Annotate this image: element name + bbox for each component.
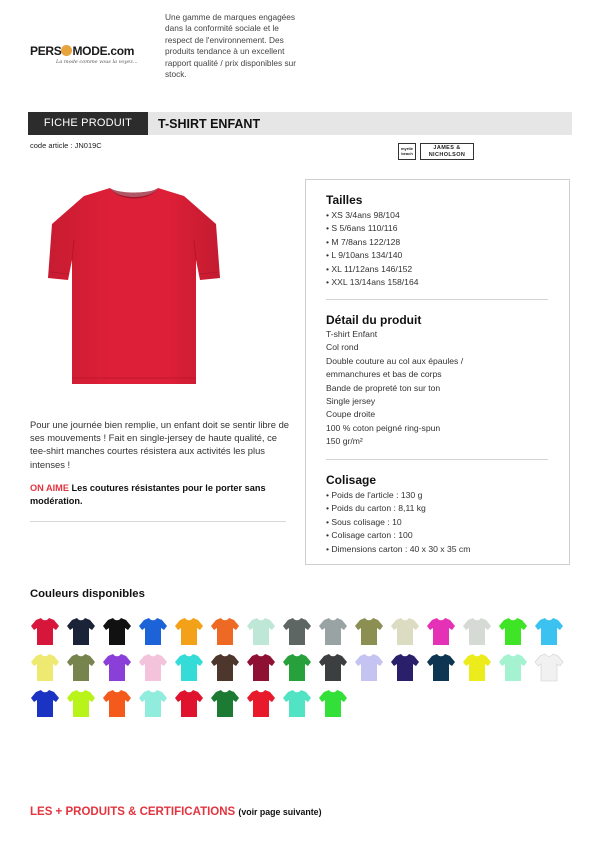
color-swatch[interactable] xyxy=(318,616,348,646)
swatch-tshirt-shape xyxy=(103,654,131,681)
swatch-tshirt-shape xyxy=(139,654,167,681)
details-title: Détail du produit xyxy=(326,313,422,327)
swatch-tshirt-shape xyxy=(175,690,203,717)
swatch-tshirt-shape xyxy=(247,654,275,681)
color-swatch[interactable] xyxy=(462,652,492,682)
swatch-tshirt-shape xyxy=(67,618,95,645)
list-item: • Sous colisage : 10 xyxy=(326,516,402,527)
divider xyxy=(30,521,286,522)
list-item: • Poids du carton : 8,11 kg xyxy=(326,503,426,514)
product-sheet-tag: FICHE PRODUIT xyxy=(28,112,148,135)
footer-label: LES + PRODUITS & CERTIFICATIONS xyxy=(30,806,236,818)
list-item: • XS 3/4ans 98/104 xyxy=(326,210,400,220)
color-swatch[interactable] xyxy=(318,688,348,718)
color-swatch[interactable] xyxy=(498,652,528,682)
swatch-tshirt-shape xyxy=(427,618,455,645)
color-swatch[interactable] xyxy=(102,688,132,718)
details-list xyxy=(326,328,463,449)
hanger-icon xyxy=(61,45,72,56)
swatch-tshirt-shape xyxy=(391,654,419,681)
packing-list xyxy=(326,489,470,556)
color-swatch[interactable] xyxy=(66,688,96,718)
color-swatch[interactable] xyxy=(66,652,96,682)
swatch-tshirt-shape xyxy=(211,690,239,717)
color-swatch[interactable] xyxy=(462,616,492,646)
swatch-tshirt-shape xyxy=(139,618,167,645)
logo-tagline: La mode comme vous la voyez... xyxy=(56,59,138,65)
color-swatch[interactable] xyxy=(174,688,204,718)
list-item: • Dimensions carton : 40 x 30 x 35 cm xyxy=(326,543,471,554)
list-item: 100 % coton peigné ring-spun xyxy=(326,422,441,433)
color-swatch[interactable] xyxy=(318,652,348,682)
color-swatch[interactable] xyxy=(246,616,276,646)
product-info-box xyxy=(305,179,570,565)
product-title: T-SHIRT ENFANT xyxy=(158,117,261,131)
color-swatch[interactable] xyxy=(534,616,564,646)
color-swatch[interactable] xyxy=(66,616,96,646)
swatch-tshirt-shape xyxy=(175,654,203,681)
like-label: ON AIME xyxy=(30,483,69,493)
list-item: emmanchures et bas de corps xyxy=(326,369,442,380)
swatch-tshirt-shape xyxy=(535,618,563,645)
color-swatch[interactable] xyxy=(210,652,240,682)
color-swatch[interactable] xyxy=(174,616,204,646)
color-swatch[interactable] xyxy=(354,616,384,646)
logo1-line2: beach xyxy=(401,151,413,156)
color-swatch[interactable] xyxy=(174,652,204,682)
packing-title: Colisage xyxy=(326,473,377,487)
footer-note: (voir page suivante) xyxy=(238,807,322,817)
list-item: Single jersey xyxy=(326,396,376,407)
james-nicholson-logo xyxy=(420,143,474,160)
swatch-tshirt-shape xyxy=(31,654,59,681)
swatch-tshirt-shape xyxy=(31,690,59,717)
like-text: Les coutures résistantes pour le porter sans modération. xyxy=(30,483,266,506)
color-swatch[interactable] xyxy=(102,652,132,682)
swatch-tshirt-shape xyxy=(319,690,347,717)
product-description: Pour une journée bien remplie, un enfant doit se sentir libre de ses mouvements ! Fait en single-jersey de haute qualité, ce tee-shirt manches courtes résistera aux activités les plus intenses ! xyxy=(30,419,290,470)
list-item: • S 5/6ans 110/116 xyxy=(326,223,398,234)
color-swatch[interactable] xyxy=(426,652,456,682)
divider xyxy=(326,459,548,460)
footer-link[interactable] xyxy=(30,806,322,818)
swatch-tshirt-shape xyxy=(463,618,491,645)
divider xyxy=(326,299,548,300)
intro-text: Une gamme de marques engagées dans la conformité sociale et le respect de l'environnement. Des produits tendance à un excellent rapport qualité / prix disponibles sur stock. xyxy=(165,12,296,80)
color-swatch[interactable] xyxy=(246,688,276,718)
list-item: • L 9/10ans 134/140 xyxy=(326,250,403,261)
list-item: 150 gr/m² xyxy=(326,436,363,447)
color-swatch[interactable] xyxy=(498,616,528,646)
list-item: T-shirt Enfant xyxy=(326,329,378,339)
color-swatch[interactable] xyxy=(138,616,168,646)
swatch-tshirt-shape xyxy=(139,690,167,717)
color-swatch[interactable] xyxy=(390,616,420,646)
logo-wordmark xyxy=(30,44,148,58)
logo2-line2: NICHOLSON xyxy=(428,151,466,158)
swatch-tshirt-shape xyxy=(211,654,239,681)
swatch-tshirt-shape xyxy=(319,654,347,681)
list-item: Bande de propreté ton sur ton xyxy=(326,382,441,393)
swatch-tshirt-shape xyxy=(175,618,203,645)
list-item: Coupe droite xyxy=(326,409,376,420)
color-swatch[interactable] xyxy=(102,616,132,646)
color-swatch[interactable] xyxy=(426,616,456,646)
swatch-tshirt-shape xyxy=(103,690,131,717)
color-swatch[interactable] xyxy=(210,616,240,646)
highlight-text xyxy=(30,482,292,508)
list-item: Col rond xyxy=(326,342,359,353)
logo1-line1: myrtle xyxy=(400,146,413,151)
swatch-tshirt-shape xyxy=(427,654,455,681)
swatch-tshirt-shape xyxy=(463,654,491,681)
article-code: code article : JN019C xyxy=(30,141,102,150)
list-item: • Colisage carton : 100 xyxy=(326,530,413,541)
swatch-tshirt-shape xyxy=(355,654,383,681)
list-item: • XL 11/12ans 146/152 xyxy=(326,263,413,274)
color-swatch[interactable] xyxy=(210,688,240,718)
swatch-tshirt-shape xyxy=(247,690,275,717)
color-swatch[interactable] xyxy=(138,688,168,718)
swatch-tshirt-shape xyxy=(355,618,383,645)
swatch-tshirt-shape xyxy=(283,618,311,645)
swatch-tshirt-shape xyxy=(211,618,239,645)
swatch-tshirt-shape xyxy=(283,690,311,717)
swatch-tshirt-shape xyxy=(499,654,527,681)
color-swatch[interactable] xyxy=(30,688,60,718)
color-swatch[interactable] xyxy=(138,652,168,682)
sizes-list xyxy=(326,209,419,289)
list-item: • M 7/8ans 122/128 xyxy=(326,236,401,247)
logo-text-right: MODE.com xyxy=(72,44,135,58)
brand-logo xyxy=(30,44,148,70)
color-swatch[interactable] xyxy=(534,652,564,682)
swatch-tshirt-shape xyxy=(67,654,95,681)
swatch-tshirt-shape xyxy=(31,618,59,645)
color-swatch[interactable] xyxy=(246,652,276,682)
swatch-tshirt-shape xyxy=(247,618,275,645)
color-swatch[interactable] xyxy=(282,616,312,646)
tshirt-image xyxy=(44,180,224,390)
swatch-tshirt-shape xyxy=(535,654,563,681)
logo-text-left: PERS xyxy=(30,44,62,58)
color-swatch[interactable] xyxy=(390,652,420,682)
list-item: • XXL 13/14ans 158/164 xyxy=(326,277,419,288)
color-swatch[interactable] xyxy=(354,652,384,682)
swatch-tshirt-shape xyxy=(103,618,131,645)
list-item: • Poids de l'article : 130 g xyxy=(326,490,423,500)
swatch-tshirt-shape xyxy=(391,618,419,645)
color-swatch[interactable] xyxy=(282,688,312,718)
sizes-title: Tailles xyxy=(326,193,363,207)
logo2-line1: JAMES & xyxy=(433,145,461,151)
swatch-tshirt-shape xyxy=(499,618,527,645)
swatch-tshirt-shape xyxy=(67,690,95,717)
colors-title: Couleurs disponibles xyxy=(30,588,145,600)
swatch-tshirt-shape xyxy=(319,618,347,645)
color-swatch[interactable] xyxy=(282,652,312,682)
swatch-tshirt-shape xyxy=(283,654,311,681)
color-swatch[interactable] xyxy=(30,652,60,682)
color-swatch[interactable] xyxy=(30,616,60,646)
myrtle-beach-logo xyxy=(398,143,416,160)
list-item: Double couture au col aux épaules / xyxy=(326,355,464,366)
